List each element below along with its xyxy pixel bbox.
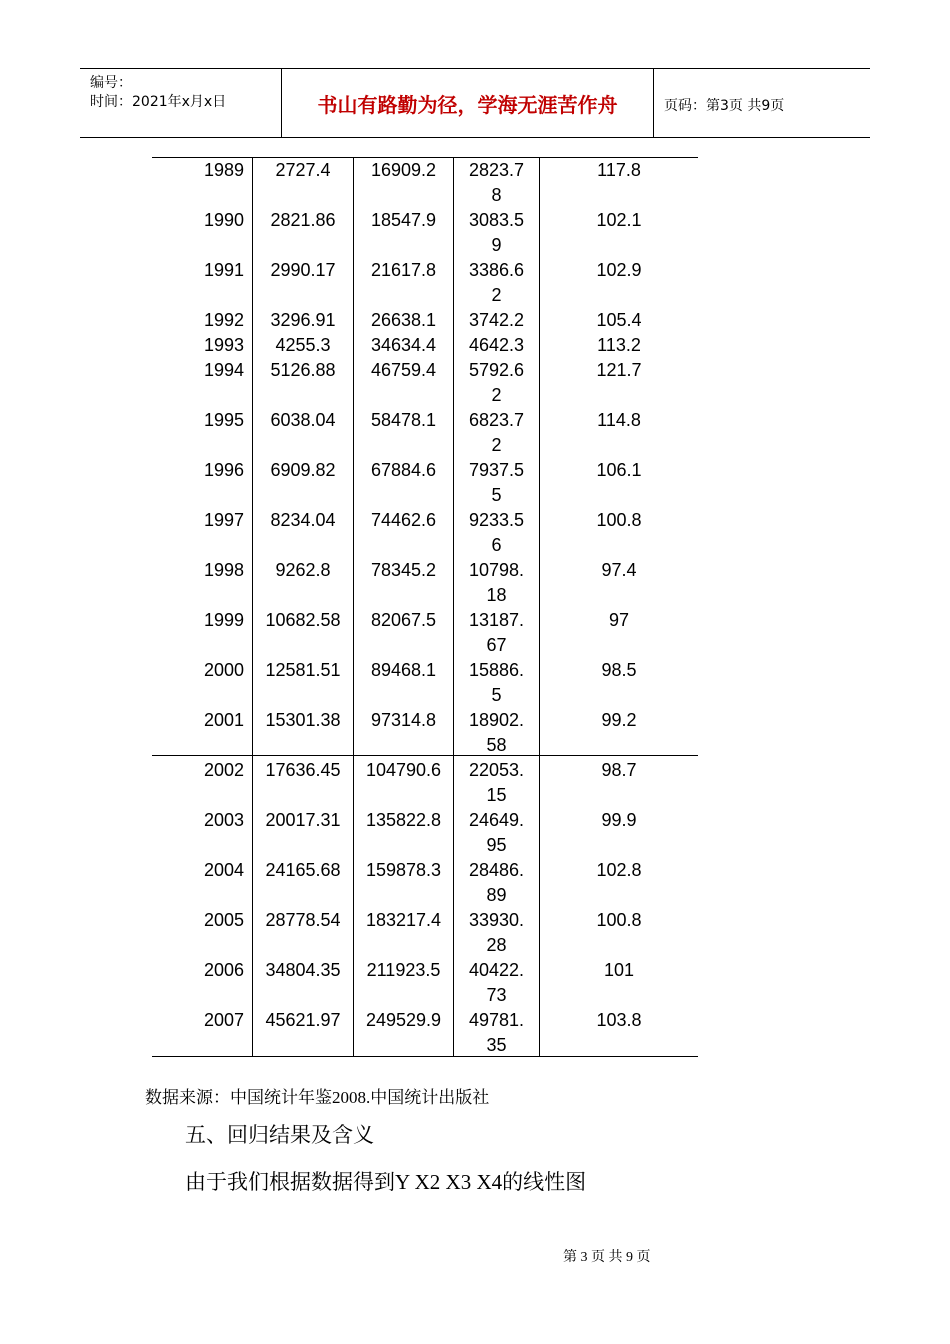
header-motto: 书山有路勤为径，学海无涯苦作舟: [282, 69, 654, 137]
table-separator: [152, 755, 698, 756]
value-cell-3: 13187.: [468, 610, 525, 630]
value-cell-1: 15301.38: [265, 710, 341, 730]
value-cell-3: 18: [486, 585, 507, 605]
value-cell-3: 10798.: [468, 560, 525, 580]
year-cell: 1997: [203, 510, 244, 530]
value-cell-2: 104790.6: [365, 760, 442, 780]
year-cell: 1993: [203, 335, 244, 355]
value-cell-4: 102.8: [596, 860, 642, 880]
value-cell-2: 18547.9: [370, 210, 437, 230]
value-cell-2: 159878.3: [365, 860, 442, 880]
year-cell: 1996: [203, 460, 244, 480]
value-cell-3: 28486.: [468, 860, 525, 880]
document-date: 时间：2021年x月x日: [90, 94, 227, 110]
value-cell-1: 2821.86: [270, 210, 336, 230]
value-cell-3: 95: [486, 835, 507, 855]
header-page-info: 页码：第3页 共9页: [664, 98, 785, 114]
value-cell-2: 135822.8: [365, 810, 442, 830]
year-cell: 1989: [203, 160, 244, 180]
data-source-note: 数据来源：中国统计年鉴2008.中国统计出版社: [145, 1088, 490, 1107]
value-cell-1: 17636.45: [265, 760, 341, 780]
value-cell-3: 5: [491, 485, 502, 505]
value-cell-2: 82067.5: [370, 610, 437, 630]
value-cell-3: 9: [491, 235, 502, 255]
value-cell-3: 28: [486, 935, 507, 955]
value-cell-4: 113.2: [597, 335, 641, 355]
value-cell-3: 2823.7: [468, 160, 525, 180]
year-cell: 2002: [203, 760, 244, 780]
value-cell-2: 89468.1: [370, 660, 437, 680]
value-cell-1: 12581.51: [265, 660, 341, 680]
value-cell-2: 58478.1: [370, 410, 437, 430]
value-cell-1: 2727.4: [275, 160, 331, 180]
data-table: [152, 157, 698, 1057]
value-cell-3: 73: [486, 985, 507, 1005]
value-cell-1: 34804.35: [265, 960, 341, 980]
value-cell-1: 45621.97: [265, 1010, 341, 1030]
year-cell: 1998: [203, 560, 244, 580]
value-cell-1: 10682.58: [265, 610, 341, 630]
value-cell-3: 5: [491, 685, 502, 705]
value-cell-2: 249529.9: [365, 1010, 442, 1030]
value-cell-4: 98.7: [601, 760, 637, 780]
value-cell-3: 49781.: [468, 1010, 525, 1030]
value-cell-4: 106.1: [596, 460, 642, 480]
header-meta-cell: [80, 69, 282, 137]
value-cell-3: 5792.6: [468, 360, 525, 380]
value-cell-4: 98.5: [601, 660, 637, 680]
value-cell-4: 102.9: [596, 260, 642, 280]
year-cell: 1999: [203, 610, 244, 630]
page-footer: 第 3 页 共 9 页: [563, 1250, 651, 1265]
value-cell-4: 97.4: [601, 560, 637, 580]
value-cell-3: 6823.7: [468, 410, 525, 430]
value-cell-3: 35: [486, 1035, 507, 1055]
value-cell-2: 183217.4: [365, 910, 442, 930]
value-cell-4: 99.2: [601, 710, 637, 730]
value-cell-1: 28778.54: [265, 910, 341, 930]
year-cell: 2003: [203, 810, 244, 830]
year-cell: 1995: [203, 410, 244, 430]
value-cell-4: 117.8: [597, 160, 641, 180]
value-cell-2: 34634.4: [370, 335, 437, 355]
page-header: [80, 68, 870, 138]
value-cell-1: 20017.31: [265, 810, 341, 830]
value-cell-1: 5126.88: [270, 360, 336, 380]
value-cell-3: 2: [491, 385, 502, 405]
value-cell-3: 15: [486, 785, 507, 805]
document-number-label: 编号：: [90, 75, 132, 91]
value-cell-3: 89: [486, 885, 507, 905]
year-cell: 1994: [203, 360, 244, 380]
value-cell-4: 121.7: [596, 360, 642, 380]
section-heading: 五、回归结果及含义: [185, 1123, 374, 1147]
value-cell-4: 100.8: [596, 510, 642, 530]
value-cell-1: 8234.04: [270, 510, 336, 530]
value-cell-2: 97314.8: [370, 710, 437, 730]
value-cell-1: 2990.17: [270, 260, 336, 280]
year-cell: 2001: [203, 710, 244, 730]
value-cell-3: 3742.2: [468, 310, 525, 330]
value-cell-3: 2: [491, 435, 502, 455]
value-cell-4: 99.9: [601, 810, 637, 830]
value-cell-2: 46759.4: [370, 360, 437, 380]
value-cell-2: 21617.8: [370, 260, 437, 280]
value-cell-2: 67884.6: [370, 460, 437, 480]
value-cell-3: 58: [486, 735, 507, 755]
value-cell-3: 40422.: [468, 960, 525, 980]
value-cell-2: 26638.1: [370, 310, 437, 330]
value-cell-3: 2: [491, 285, 502, 305]
year-cell: 2006: [203, 960, 244, 980]
value-cell-3: 24649.: [468, 810, 525, 830]
value-cell-2: 78345.2: [370, 560, 437, 580]
value-cell-1: 3296.91: [270, 310, 336, 330]
value-cell-4: 114.8: [597, 410, 641, 430]
value-cell-4: 101: [603, 960, 635, 980]
value-cell-2: 74462.6: [370, 510, 437, 530]
value-cell-2: 211923.5: [366, 960, 441, 980]
value-cell-3: 67: [486, 635, 507, 655]
value-cell-4: 105.4: [596, 310, 642, 330]
value-cell-1: 9262.8: [275, 560, 331, 580]
year-cell: 1992: [203, 310, 244, 330]
value-cell-3: 6: [491, 535, 502, 555]
value-cell-3: 33930.: [468, 910, 525, 930]
value-cell-4: 100.8: [596, 910, 642, 930]
value-cell-4: 97: [608, 610, 630, 630]
value-cell-3: 7937.5: [468, 460, 525, 480]
value-cell-3: 3386.6: [468, 260, 525, 280]
value-cell-3: 4642.3: [468, 335, 525, 355]
year-cell: 2005: [203, 910, 244, 930]
year-cell: 1991: [203, 260, 244, 280]
year-cell: 2004: [203, 860, 244, 880]
value-cell-3: 22053.: [468, 760, 525, 780]
value-cell-1: 4255.3: [275, 335, 331, 355]
value-cell-3: 3083.5: [468, 210, 525, 230]
year-cell: 1990: [203, 210, 244, 230]
value-cell-3: 9233.5: [468, 510, 525, 530]
value-cell-4: 102.1: [596, 210, 642, 230]
year-cell: 2000: [203, 660, 244, 680]
value-cell-4: 103.8: [596, 1010, 642, 1030]
value-cell-3: 8: [491, 185, 502, 205]
year-cell: 2007: [203, 1010, 244, 1030]
value-cell-2: 16909.2: [370, 160, 437, 180]
value-cell-1: 6909.82: [270, 460, 336, 480]
value-cell-1: 24165.68: [265, 860, 341, 880]
value-cell-1: 6038.04: [270, 410, 336, 430]
body-paragraph: 由于我们根据数据得到Y X2 X3 X4的线性图: [185, 1170, 587, 1194]
value-cell-3: 18902.: [468, 710, 525, 730]
value-cell-3: 15886.: [468, 660, 525, 680]
